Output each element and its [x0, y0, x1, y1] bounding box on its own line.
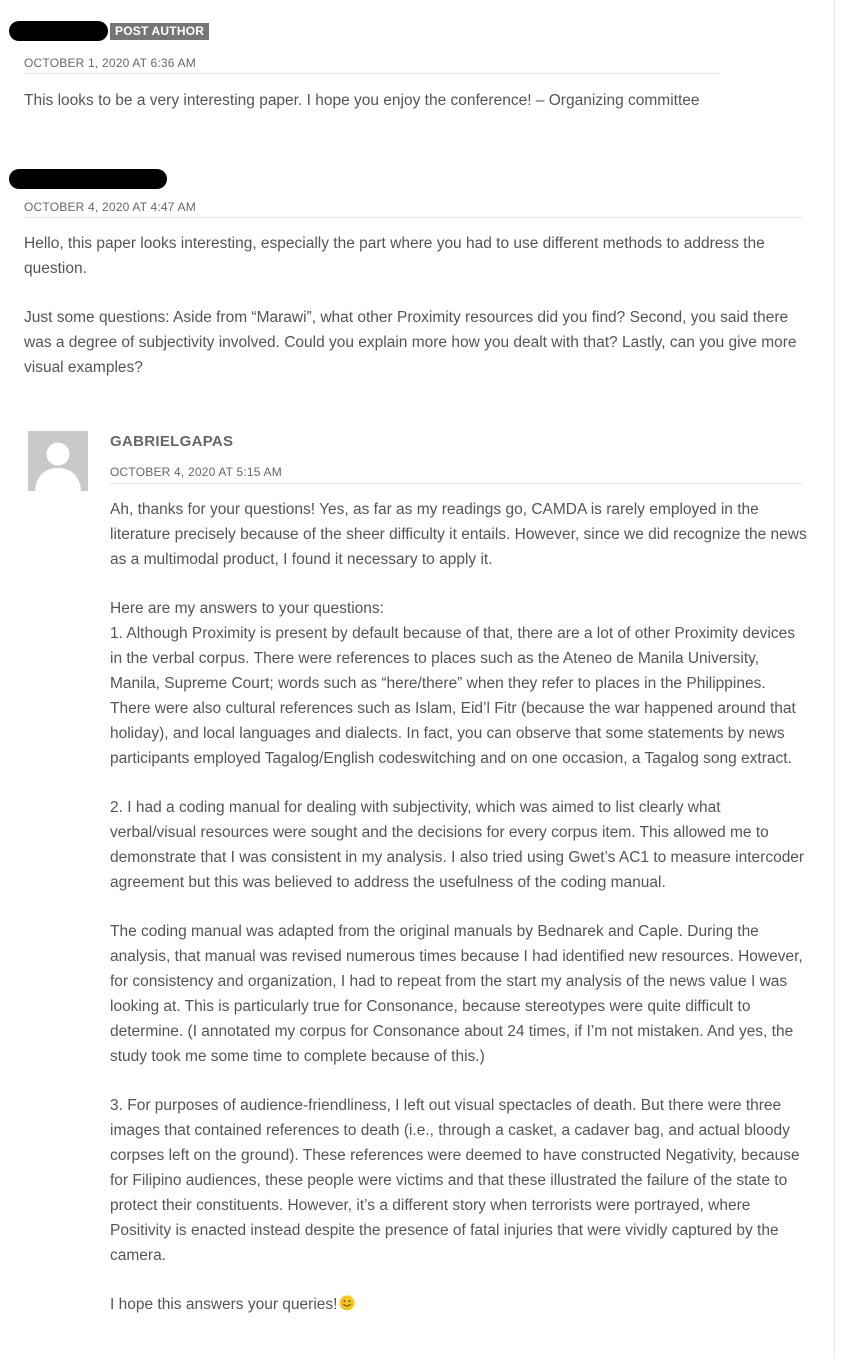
answers-intro: Here are my answers to your questions:	[110, 600, 384, 617]
comment-paragraph: 3. For purposes of audience-friendliness, I left out visual spectacles of death. But there were three images that contained references to death (i.e., through a casket, a cadaver bag, and actual bloody corpses left on the ground). These references were deemed to have constructed Negativity, because for Filipino audiences, these people were victims and that these illustrated the failure of the state to protect their constituents. However, it’s a different story when terrorists were portrayed, where Positivity is enacted instead despite the presence of fatal injuries that were vividly captured by the camera.	[110, 1097, 800, 1264]
redacted-author-name	[9, 169, 167, 189]
comment-paragraph: The coding manual was adapted from the original manuals by Bednarek and Caple. During the analysis, that manual was revised numerous times because I had identified new resources. However, for consistency and organization, I had to repeat from the start my analysis of the news value I was looking at. This is particularly true for Consonance, because stereotypes were quite difficult to determine. (I annotated my corpus for Consonance about 24 times, if I’m not mistaken. And yes, the study took me some time to complete because of this.)	[110, 923, 803, 1065]
comment-date-link[interactable]: OCTOBER 1, 2020 AT 6:36 AM	[24, 56, 196, 70]
reply-author-name[interactable]: GABRIELGAPAS	[110, 433, 234, 450]
page-edge-divider	[834, 0, 835, 1359]
answer-1: 1. Although Proximity is present by default because of that, there are a lot of other Proximity devices in the verbal corpus. There were references to places such as the Ateneo de Manila University, Manila, Supreme Court; words such as “here/there” when they refer to places in the Philippines. There were also cultural references such as Islam, Eid’l Fitr (because the war happened around that holiday), and local languages and dialects. In fact, you can observe that some statements by news participants employed Tagalog/English codeswitching and on one occasion, a Tagalog song extract.	[110, 625, 796, 767]
comment-meta-divider	[24, 73, 720, 74]
post-author-badge: POST AUTHOR	[110, 23, 209, 40]
closing-line: I hope this answers your queries!	[110, 1296, 338, 1313]
comment-paragraph: Hello, this paper looks interesting, especially the part where you had to use different methods to address the question.	[24, 235, 765, 277]
comment-meta-divider	[110, 483, 802, 484]
comment-body	[24, 88, 804, 113]
slightly-smiling-face-icon	[339, 1294, 355, 1310]
reply-body	[110, 497, 810, 1317]
comment-paragraph: Just some questions: Aside from “Marawi”, what other Proximity resources did you find? Second, you said there was a degree of subjectivity involved. Could you explain more how you dealt with that? Lastly, can you give more visual examples?	[24, 309, 797, 376]
comment-body	[24, 231, 804, 380]
redacted-author-name	[9, 21, 108, 41]
comment-date-link[interactable]: OCTOBER 4, 2020 AT 4:47 AM	[24, 200, 196, 214]
comment-paragraph	[110, 596, 810, 771]
comment-paragraph: This looks to be a very interesting paper. I hope you enjoy the conference! – Organizing committee	[24, 92, 700, 109]
avatar	[28, 431, 88, 491]
comment-date-link[interactable]: OCTOBER 4, 2020 AT 5:15 AM	[110, 465, 282, 479]
comment-paragraph: Ah, thanks for your questions! Yes, as far as my readings go, CAMDA is rarely employed in the literature precisely because of the sheer difficulty it entails. However, since we did recognize the news as a multimodal product, I found it necessary to apply it.	[110, 501, 807, 568]
default-avatar-icon	[28, 431, 88, 491]
comment-paragraph	[110, 1292, 810, 1317]
comment-paragraph: 2. I had a coding manual for dealing with subjectivity, which was aimed to list clearly what verbal/visual resources were sought and the decisions for every corpus item. This allowed me to demonstrate that I was consistent in my analysis. I also tried using Gwet’s AC1 to measure intercoder agreement but this was believed to address the usefulness of the coding manual.	[110, 799, 805, 891]
comment-meta-divider	[24, 217, 802, 218]
